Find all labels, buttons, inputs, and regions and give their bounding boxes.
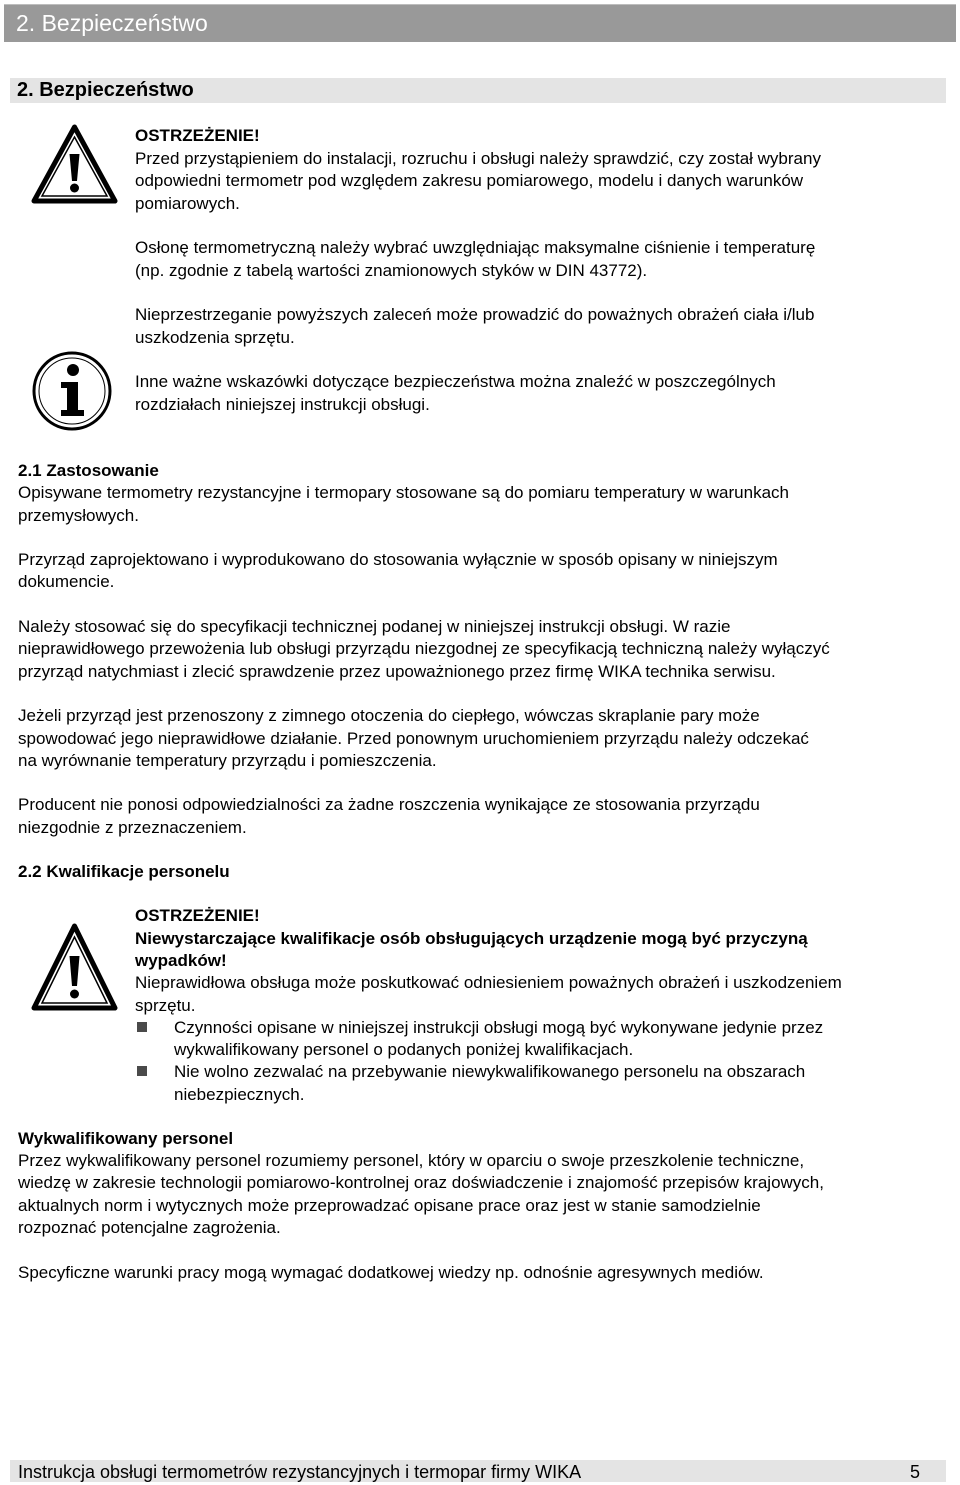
page-number: 5 [909, 1462, 920, 1482]
bullet-line: Czynności opisane w niniejszej instrukcji obsługi mogą być wykonywane jedynie przez [174, 1018, 824, 1037]
paragraph-line: przemysłowych. [18, 506, 139, 525]
paragraph-line: dokumencie. [18, 572, 115, 591]
bullet-line: wykwalifikowany personel o podanych poniżej kwalifikacjach. [174, 1040, 634, 1059]
paragraph-line: Opisywane termometry rezystancyjne i termopary stosowane są do pomiaru temperatury w warunkach [18, 483, 789, 502]
warning-triangle-icon [31, 124, 118, 204]
section-2-1-title: 2.1 Zastosowanie [18, 461, 159, 480]
bullet-marker [137, 1022, 147, 1032]
warning-line: Nieprawidłowa obsługa może poskutkować odniesieniem poważnych obrażeń i uszkodzeniem [135, 973, 842, 992]
paragraph-line: na wyrównanie temperatury przyrządu i pomieszczenia. [18, 751, 437, 770]
warning-line: sprzętu. [135, 996, 196, 1015]
paragraph-line: Przez wykwalifikowany personel rozumiemy personel, który w oparciu o swoje przeszkolenie techniczne, [18, 1151, 805, 1170]
paragraph-line: Specyficzne warunki pracy mogą wymagać dodatkowej wiedzy np. odnośnie agresywnych mediów. [18, 1263, 764, 1282]
warning-bold-line: Niewystarczające kwalifikacje osób obsługujących urządzenie mogą być przyczyną [135, 929, 808, 948]
qualified-title: Wykwalifikowany personel [18, 1129, 234, 1148]
top-banner [4, 4, 956, 42]
bullet-line: niebezpiecznych. [174, 1085, 305, 1104]
warning-bold-line: wypadków! [135, 951, 227, 970]
section-heading-bar [10, 78, 946, 103]
footer-text: Instrukcja obsługi termometrów rezystancyjnych i termopar firmy WIKA [18, 1462, 582, 1482]
warning-line: Osłonę termometryczną należy wybrać uwzględniając maksymalne ciśnienie i temperaturę [135, 238, 816, 257]
paragraph-line: Producent nie ponosi odpowiedzialności za żadne roszczenia wynikające ze stosowania przyrządu [18, 795, 760, 814]
warning-line: uszkodzenia sprzętu. [135, 328, 295, 347]
info-note-line: rozdziałach niniejszej instrukcji obsługi. [135, 395, 430, 414]
bullet-line: Nie wolno zezwalać na przebywanie niewykwalifikowanego personelu na obszarach [174, 1062, 806, 1081]
paragraph-line: Przyrząd zaprojektowano i wyprodukowano do stosowania wyłącznie w sposób opisany w niniejszym [18, 550, 778, 569]
info-note-line: Inne ważne wskazówki dotyczące bezpieczeństwa można znaleźć w poszczególnych [135, 372, 776, 391]
info-icon [31, 350, 113, 432]
warning-line: pomiarowych. [135, 194, 240, 213]
paragraph-line: spowodować jego nieprawidłowe działanie. Przed ponownym uruchomieniem przyrządu należy odczekać [18, 729, 809, 748]
warning-line: odpowiedni termometr pod względem zakresu pomiarowego, modelu i danych warunków [135, 171, 804, 190]
warning-label: OSTRZEŻENIE! [135, 126, 260, 145]
paragraph-line: przyrząd natychmiast i zlecić sprawdzenie przez upoważnionego przez firmę WIKA technika serwisu. [18, 662, 776, 681]
warning-line: (np. zgodnie z tabelą wartości znamionowych styków w DIN 43772). [135, 261, 648, 280]
paragraph-line: rozpoznać potencjalne zagrożenia. [18, 1218, 281, 1237]
warning-line: Nieprzestrzeganie powyższych zaleceń może prowadzić do poważnych obrażeń ciała i/lub [135, 305, 815, 324]
banner-title: 2. Bezpieczeństwo [16, 10, 208, 36]
paragraph-line: Należy stosować się do specyfikacji technicznej podanej w niniejszej instrukcji obsługi. W razie [18, 617, 731, 636]
section-2-2-title: 2.2 Kwalifikacje personelu [18, 862, 230, 881]
paragraph-line: Jeżeli przyrząd jest przenoszony z zimnego otoczenia do ciepłego, wówczas skraplanie pary może [18, 706, 760, 725]
paragraph-line: aktualnych norm i wytycznych może przeprowadzać opisane prace oraz jest w stanie samodzielnie [18, 1196, 761, 1215]
warning-line: Przed przystąpieniem do instalacji, rozruchu i obsługi należy sprawdzić, czy został wybrany [135, 149, 821, 168]
section-title: 2. Bezpieczeństwo [17, 79, 194, 101]
warning-label: OSTRZEŻENIE! [135, 906, 260, 925]
bullet-marker [137, 1066, 147, 1076]
paragraph-line: nieprawidłowego przewożenia lub obsługi przyrządu niezgodnej ze specyfikacją techniczną należy wyłączyć [18, 639, 830, 658]
warning-triangle-icon [31, 920, 118, 1015]
paragraph-line: niezgodnie z przeznaczeniem. [18, 818, 247, 837]
paragraph-line: wiedzę w zakresie technologii pomiarowo-kontrolnej oraz doświadczenie i znajomość przepisów krajowych, [18, 1173, 824, 1192]
footer-bar [10, 1460, 946, 1482]
